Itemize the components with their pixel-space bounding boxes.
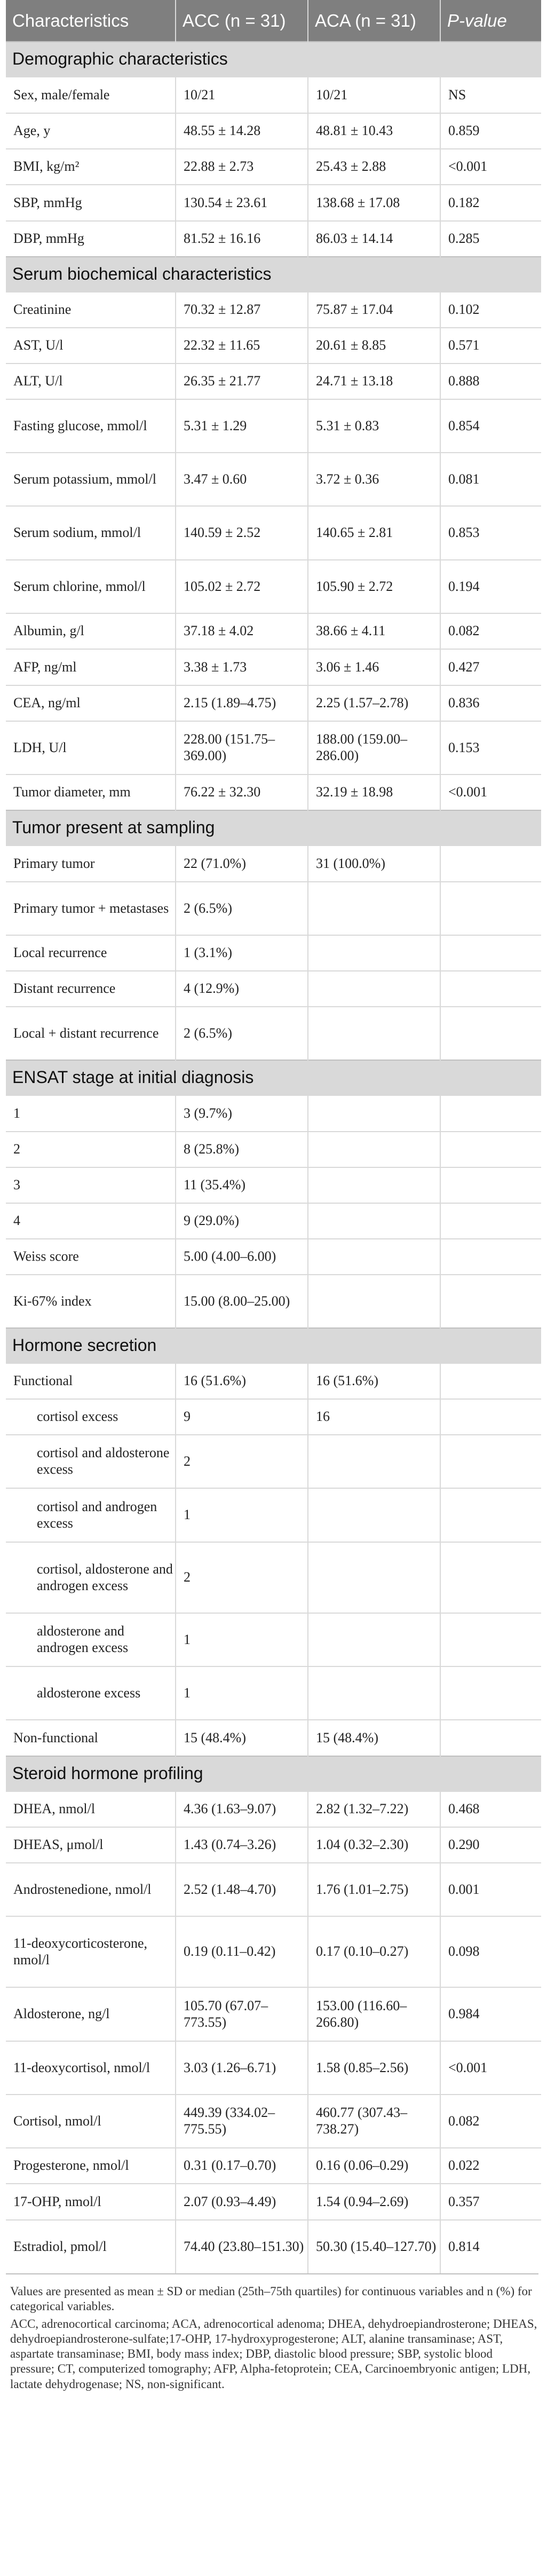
- cell-aca: 153.00 (116.60–266.80): [308, 1987, 440, 2041]
- cell-aca: 15 (48.4%): [308, 1720, 440, 1756]
- cell-aca: 1.76 (1.01–2.75): [308, 1863, 440, 1916]
- cell-acc: 8 (25.8%): [176, 1132, 308, 1167]
- cell-p-value: 0.468: [440, 1791, 541, 1827]
- cell-characteristic: 2: [6, 1132, 176, 1167]
- cell-acc: 15.00 (8.00–25.00): [176, 1275, 308, 1328]
- cell-acc: 16 (51.6%): [176, 1363, 308, 1399]
- cell-aca: 140.65 ± 2.81: [308, 506, 440, 560]
- cell-acc: 0.19 (0.11–0.42): [176, 1916, 308, 1987]
- table-row: [6, 113, 541, 149]
- footnote-values: Values are presented as mean ± SD or median (25th–75th quartiles) for continuous variables and n (%) for categorical variables.: [10, 2285, 532, 2313]
- cell-characteristic: Serum chlorine, mmol/l: [6, 560, 176, 613]
- table-row: [6, 613, 541, 649]
- cell-characteristic: Creatinine: [6, 292, 176, 328]
- cell-p-value: 0.888: [440, 364, 541, 399]
- cell-p-value: 0.853: [440, 506, 541, 560]
- cell-aca: [308, 1435, 440, 1488]
- table-row: [6, 506, 541, 560]
- section-title: Steroid hormone profiling: [6, 1756, 541, 1791]
- cell-characteristic: Functional: [6, 1363, 176, 1399]
- table-row: [6, 185, 541, 221]
- cell-characteristic: 1: [6, 1095, 176, 1132]
- cell-characteristic: Serum sodium, mmol/l: [6, 506, 176, 560]
- table-row: [6, 685, 541, 721]
- cell-p-value: 0.854: [440, 399, 541, 453]
- table-row: [6, 364, 541, 399]
- cell-acc: 1.43 (0.74–3.26): [176, 1827, 308, 1863]
- cell-acc: 3 (9.7%): [176, 1095, 308, 1132]
- cell-p-value: [440, 1275, 541, 1328]
- cell-acc: 5.31 ± 1.29: [176, 399, 308, 453]
- cell-p-value: [440, 846, 541, 882]
- table-row: [6, 149, 541, 185]
- header-acc: ACC (n = 31): [176, 0, 308, 42]
- cell-p-value: 0.290: [440, 1827, 541, 1863]
- cell-p-value: 0.357: [440, 2184, 541, 2220]
- table-row: [6, 971, 541, 1007]
- cell-characteristic: AFP, ng/ml: [6, 649, 176, 685]
- cell-p-value: [440, 1435, 541, 1488]
- table-row: [6, 2220, 541, 2273]
- cell-acc: 3.38 ± 1.73: [176, 649, 308, 685]
- cell-aca: [308, 971, 440, 1007]
- cell-characteristic: Tumor diameter, mm: [6, 775, 176, 810]
- table-row: [6, 882, 541, 935]
- cell-aca: [308, 1613, 440, 1666]
- cell-acc: 130.54 ± 23.61: [176, 185, 308, 221]
- cell-p-value: 0.082: [440, 613, 541, 649]
- cell-acc: 2.52 (1.48–4.70): [176, 1863, 308, 1916]
- cell-aca: 460.77 (307.43–738.27): [308, 2095, 440, 2148]
- cell-aca: 5.31 ± 0.83: [308, 399, 440, 453]
- cell-aca: 32.19 ± 18.98: [308, 775, 440, 810]
- cell-aca: 0.17 (0.10–0.27): [308, 1916, 440, 1987]
- table-row: [6, 2148, 541, 2184]
- cell-aca: 105.90 ± 2.72: [308, 560, 440, 613]
- table-row: [6, 1666, 541, 1720]
- cell-aca: 50.30 (15.40–127.70): [308, 2220, 440, 2273]
- table-footnotes: [6, 2273, 538, 2392]
- cell-p-value: 0.081: [440, 453, 541, 506]
- cell-acc: 140.59 ± 2.52: [176, 506, 308, 560]
- cell-characteristic: aldosterone and androgen excess: [6, 1613, 176, 1666]
- cell-acc: 22 (71.0%): [176, 846, 308, 882]
- cell-aca: 20.61 ± 8.85: [308, 328, 440, 364]
- table-row: [6, 775, 541, 810]
- cell-acc: 2: [176, 1542, 308, 1613]
- cell-aca: 86.03 ± 14.14: [308, 221, 440, 257]
- cell-characteristic: CEA, ng/ml: [6, 685, 176, 721]
- cell-aca: [308, 1275, 440, 1328]
- table-row: [6, 1791, 541, 1827]
- cell-aca: [308, 882, 440, 935]
- header-aca: ACA (n = 31): [308, 0, 440, 42]
- cell-aca: 2.82 (1.32–7.22): [308, 1791, 440, 1827]
- cell-aca: [308, 1542, 440, 1613]
- header-p-value: P-value: [440, 0, 541, 42]
- cell-p-value: [440, 1720, 541, 1756]
- cell-characteristic: DBP, mmHg: [6, 221, 176, 257]
- cell-p-value: NS: [440, 77, 541, 113]
- cell-acc: 11 (35.4%): [176, 1167, 308, 1203]
- table-row: [6, 2184, 541, 2220]
- cell-characteristic: Estradiol, pmol/l: [6, 2220, 176, 2273]
- cell-characteristic: Progesterone, nmol/l: [6, 2148, 176, 2184]
- cell-p-value: [440, 1132, 541, 1167]
- cell-acc: 22.88 ± 2.73: [176, 149, 308, 185]
- table-row: [6, 1720, 541, 1756]
- cell-characteristic: ALT, U/l: [6, 364, 176, 399]
- cell-acc: 3.47 ± 0.60: [176, 453, 308, 506]
- cell-characteristic: Non-functional: [6, 1720, 176, 1756]
- cell-p-value: [440, 1542, 541, 1613]
- table-row: [6, 399, 541, 453]
- cell-aca: 75.87 ± 17.04: [308, 292, 440, 328]
- section-title: Tumor present at sampling: [6, 810, 541, 846]
- cell-aca: 0.16 (0.06–0.29): [308, 2148, 440, 2184]
- cell-p-value: [440, 882, 541, 935]
- cell-acc: 2: [176, 1435, 308, 1488]
- cell-characteristic: cortisol, aldosterone and androgen excess: [6, 1542, 176, 1613]
- characteristics-table: [6, 0, 541, 2273]
- section-header-row: [6, 1060, 541, 1095]
- table-row: [6, 649, 541, 685]
- section-header-row: [6, 257, 541, 292]
- section-title: ENSAT stage at initial diagnosis: [6, 1060, 541, 1095]
- cell-p-value: <0.001: [440, 149, 541, 185]
- section-header-row: [6, 810, 541, 846]
- cell-characteristic: SBP, mmHg: [6, 185, 176, 221]
- cell-characteristic: Primary tumor + metastases: [6, 882, 176, 935]
- cell-p-value: 0.427: [440, 649, 541, 685]
- table-row: [6, 1363, 541, 1399]
- table-row: [6, 1827, 541, 1863]
- cell-aca: [308, 1239, 440, 1275]
- cell-acc: 26.35 ± 21.77: [176, 364, 308, 399]
- cell-acc: 81.52 ± 16.16: [176, 221, 308, 257]
- header-row: [6, 0, 541, 42]
- cell-characteristic: 11-deoxycorticosterone, nmol/l: [6, 1916, 176, 1987]
- cell-characteristic: Sex, male/female: [6, 77, 176, 113]
- cell-characteristic: Cortisol, nmol/l: [6, 2095, 176, 2148]
- cell-acc: 2.07 (0.93–4.49): [176, 2184, 308, 2220]
- cell-acc: 9 (29.0%): [176, 1203, 308, 1239]
- cell-characteristic: BMI, kg/m²: [6, 149, 176, 185]
- cell-characteristic: Fasting glucose, mmol/l: [6, 399, 176, 453]
- cell-acc: 37.18 ± 4.02: [176, 613, 308, 649]
- cell-p-value: <0.001: [440, 775, 541, 810]
- table-row: [6, 1435, 541, 1488]
- cell-p-value: 0.001: [440, 1863, 541, 1916]
- cell-characteristic: 17-OHP, nmol/l: [6, 2184, 176, 2220]
- table-row: [6, 1239, 541, 1275]
- table-row: [6, 1203, 541, 1239]
- cell-acc: 76.22 ± 32.30: [176, 775, 308, 810]
- cell-p-value: 0.285: [440, 221, 541, 257]
- cell-aca: 3.72 ± 0.36: [308, 453, 440, 506]
- cell-acc: 1 (3.1%): [176, 935, 308, 971]
- cell-characteristic: LDH, U/l: [6, 721, 176, 775]
- table-row: [6, 1916, 541, 1987]
- cell-aca: 48.81 ± 10.43: [308, 113, 440, 149]
- cell-acc: 15 (48.4%): [176, 1720, 308, 1756]
- cell-p-value: 0.194: [440, 560, 541, 613]
- cell-aca: 1.54 (0.94–2.69): [308, 2184, 440, 2220]
- table-row: [6, 2041, 541, 2095]
- cell-acc: 4.36 (1.63–9.07): [176, 1791, 308, 1827]
- cell-acc: 105.70 (67.07–773.55): [176, 1987, 308, 2041]
- cell-characteristic: Ki-67% index: [6, 1275, 176, 1328]
- table-row: [6, 560, 541, 613]
- cell-acc: 9: [176, 1399, 308, 1435]
- table-row: [6, 221, 541, 257]
- table-row: [6, 1987, 541, 2041]
- cell-aca: 138.68 ± 17.08: [308, 185, 440, 221]
- table-row: [6, 2095, 541, 2148]
- table-row: [6, 328, 541, 364]
- cell-acc: 1: [176, 1666, 308, 1720]
- cell-characteristic: Local recurrence: [6, 935, 176, 971]
- cell-p-value: [440, 1095, 541, 1132]
- cell-characteristic: 4: [6, 1203, 176, 1239]
- cell-characteristic: cortisol and aldosterone excess: [6, 1435, 176, 1488]
- cell-characteristic: DHEA, nmol/l: [6, 1791, 176, 1827]
- cell-aca: 16: [308, 1399, 440, 1435]
- cell-p-value: [440, 1007, 541, 1060]
- section-title: Hormone secretion: [6, 1328, 541, 1363]
- cell-characteristic: Age, y: [6, 113, 176, 149]
- cell-acc: 3.03 (1.26–6.71): [176, 2041, 308, 2095]
- table-row: [6, 1095, 541, 1132]
- cell-aca: 16 (51.6%): [308, 1363, 440, 1399]
- table-row: [6, 1542, 541, 1613]
- table-row: [6, 1007, 541, 1060]
- section-header-row: [6, 1756, 541, 1791]
- cell-characteristic: Primary tumor: [6, 846, 176, 882]
- cell-p-value: <0.001: [440, 2041, 541, 2095]
- cell-acc: 2.15 (1.89–4.75): [176, 685, 308, 721]
- table-row: [6, 1488, 541, 1542]
- cell-p-value: 0.836: [440, 685, 541, 721]
- cell-aca: [308, 1167, 440, 1203]
- cell-aca: [308, 1132, 440, 1167]
- cell-acc: 5.00 (4.00–6.00): [176, 1239, 308, 1275]
- cell-aca: 24.71 ± 13.18: [308, 364, 440, 399]
- cell-acc: 1: [176, 1488, 308, 1542]
- cell-aca: 25.43 ± 2.88: [308, 149, 440, 185]
- cell-acc: 2 (6.5%): [176, 1007, 308, 1060]
- cell-aca: [308, 935, 440, 971]
- table-row: [6, 1863, 541, 1916]
- cell-acc: 74.40 (23.80–151.30): [176, 2220, 308, 2273]
- table-container: [6, 0, 541, 2394]
- cell-characteristic: Weiss score: [6, 1239, 176, 1275]
- table-body: [6, 42, 541, 2273]
- cell-characteristic: DHEAS, μmol/l: [6, 1827, 176, 1863]
- cell-acc: 22.32 ± 11.65: [176, 328, 308, 364]
- cell-acc: 4 (12.9%): [176, 971, 308, 1007]
- cell-p-value: [440, 971, 541, 1007]
- table-row: [6, 1613, 541, 1666]
- header-characteristics: Characteristics: [6, 0, 176, 42]
- cell-p-value: [440, 1399, 541, 1435]
- table-row: [6, 77, 541, 113]
- cell-aca: 3.06 ± 1.46: [308, 649, 440, 685]
- cell-characteristic: cortisol excess: [6, 1399, 176, 1435]
- table-row: [6, 1399, 541, 1435]
- cell-aca: 10/21: [308, 77, 440, 113]
- cell-p-value: 0.082: [440, 2095, 541, 2148]
- cell-characteristic: Distant recurrence: [6, 971, 176, 1007]
- cell-characteristic: Local + distant recurrence: [6, 1007, 176, 1060]
- cell-p-value: [440, 1239, 541, 1275]
- table-row: [6, 935, 541, 971]
- cell-aca: 188.00 (159.00–286.00): [308, 721, 440, 775]
- cell-characteristic: Albumin, g/l: [6, 613, 176, 649]
- table-row: [6, 292, 541, 328]
- cell-characteristic: 3: [6, 1167, 176, 1203]
- section-title: Demographic characteristics: [6, 42, 541, 77]
- cell-p-value: [440, 935, 541, 971]
- cell-characteristic: 11-deoxycortisol, nmol/l: [6, 2041, 176, 2095]
- section-header-row: [6, 1328, 541, 1363]
- cell-acc: 10/21: [176, 77, 308, 113]
- cell-p-value: [440, 1488, 541, 1542]
- cell-aca: 1.58 (0.85–2.56): [308, 2041, 440, 2095]
- cell-aca: [308, 1488, 440, 1542]
- footnote-abbreviations: ACC, adrenocortical carcinoma; ACA, adrenocortical adenoma; DHEA, dehydroepiandrosterone; DHEAS, dehydroepiandrosterone-sulfate;17-OHP, 17-hydroxyprogesterone; ALT, alanine transaminase; AST, aspartate transaminase; BMI, body mass index; DBP, diastolic blood pressure; SBP, systolic blood pressure; CT, computerized tomography; AFP, Alpha-fetoprotein; CEA, Carcinoembryonic antigen; LDH, lactate dehydrogenase; NS, non-significant.: [10, 2317, 537, 2391]
- cell-aca: [308, 1666, 440, 1720]
- cell-p-value: [440, 1613, 541, 1666]
- cell-characteristic: aldosterone excess: [6, 1666, 176, 1720]
- table-row: [6, 721, 541, 775]
- cell-p-value: 0.153: [440, 721, 541, 775]
- cell-p-value: 0.984: [440, 1987, 541, 2041]
- table-row: [6, 1275, 541, 1328]
- cell-acc: 70.32 ± 12.87: [176, 292, 308, 328]
- table-row: [6, 453, 541, 506]
- cell-acc: 48.55 ± 14.28: [176, 113, 308, 149]
- cell-p-value: [440, 1666, 541, 1720]
- cell-p-value: 0.022: [440, 2148, 541, 2184]
- cell-acc: 2 (6.5%): [176, 882, 308, 935]
- cell-p-value: [440, 1167, 541, 1203]
- cell-acc: 0.31 (0.17–0.70): [176, 2148, 308, 2184]
- cell-characteristic: Serum potassium, mmol/l: [6, 453, 176, 506]
- table-row: [6, 846, 541, 882]
- cell-p-value: 0.571: [440, 328, 541, 364]
- cell-aca: [308, 1007, 440, 1060]
- cell-p-value: [440, 1203, 541, 1239]
- cell-acc: 449.39 (334.02–775.55): [176, 2095, 308, 2148]
- cell-characteristic: AST, U/l: [6, 328, 176, 364]
- cell-p-value: 0.098: [440, 1916, 541, 1987]
- cell-acc: 105.02 ± 2.72: [176, 560, 308, 613]
- table-row: [6, 1132, 541, 1167]
- cell-aca: 31 (100.0%): [308, 846, 440, 882]
- cell-aca: [308, 1203, 440, 1239]
- table-row: [6, 1167, 541, 1203]
- cell-characteristic: Aldosterone, ng/l: [6, 1987, 176, 2041]
- cell-aca: 2.25 (1.57–2.78): [308, 685, 440, 721]
- section-header-row: [6, 42, 541, 77]
- cell-p-value: 0.182: [440, 185, 541, 221]
- cell-p-value: 0.814: [440, 2220, 541, 2273]
- section-title: Serum biochemical characteristics: [6, 257, 541, 292]
- cell-aca: 38.66 ± 4.11: [308, 613, 440, 649]
- cell-characteristic: Androstenedione, nmol/l: [6, 1863, 176, 1916]
- cell-aca: 1.04 (0.32–2.30): [308, 1827, 440, 1863]
- cell-p-value: 0.102: [440, 292, 541, 328]
- cell-acc: 228.00 (151.75–369.00): [176, 721, 308, 775]
- cell-p-value: 0.859: [440, 113, 541, 149]
- cell-acc: 1: [176, 1613, 308, 1666]
- cell-aca: [308, 1095, 440, 1132]
- cell-characteristic: cortisol and androgen excess: [6, 1488, 176, 1542]
- cell-p-value: [440, 1363, 541, 1399]
